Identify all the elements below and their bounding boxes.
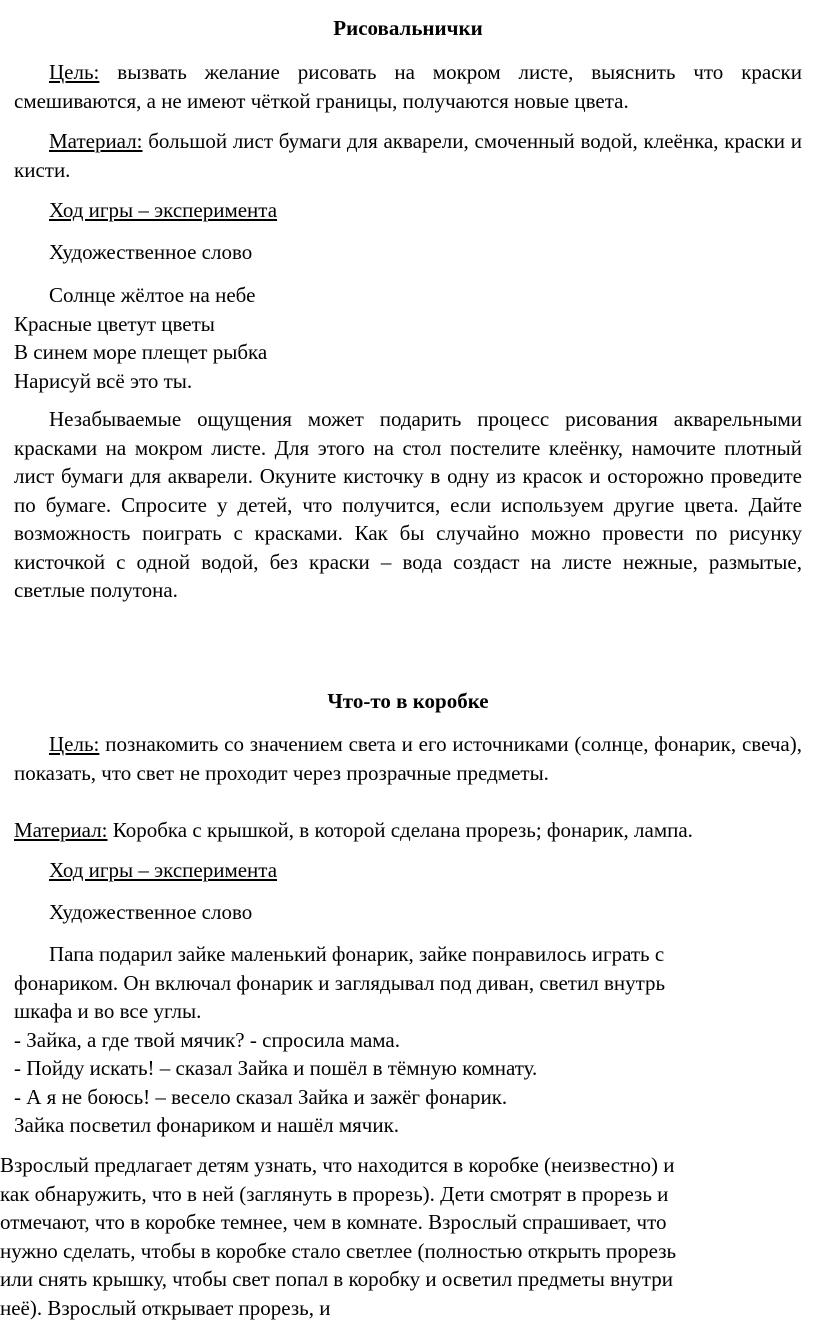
goal-paragraph-1 [14,58,802,115]
section-title-risovalnichki: Рисовальнички [0,14,816,42]
course-heading-text: Ход игры – эксперимента [49,858,277,882]
final-line: нужно сделать, чтобы в коробке стало светлее (полностью открыть прорезь [0,1237,816,1266]
material-paragraph-1 [14,127,802,184]
goal-text: вызвать желание рисовать на мокром листе, выяснить что краски смешиваются, а не имеют чёткой границы, получаются новые цвета. [14,60,802,113]
course-heading-text: Ход игры – эксперимента [49,198,277,222]
story-line: - Пойду искать! – сказал Зайка и пошёл в тёмную комнату. [14,1054,802,1083]
poem-line: Красные цветут цветы [14,310,802,339]
final-paragraph-2 [0,1151,816,1322]
final-line: как обнаружить, что в ней (заглянуть в прорезь). Дети смотрят в прорезь и [0,1180,816,1209]
goal-label: Цель: [49,732,99,756]
material-text: большой лист бумаги для акварели, смоченный водой, клеёнка, краски и кисти. [14,129,802,182]
story-line: - А я не боюсь! – весело сказал Зайка и зажёг фонарик. [14,1083,802,1112]
story-line: шкафа и во все углы. [14,997,802,1026]
body-paragraph-1: Незабываемые ощущения может подарить процесс рисования акварельными красками на мокром листе. Для этого на стол постелите клеёнку, намочите плотный лист бумаги для акварели. Окуните кисточку в одну из красок и осторожно проведите по бумаге. Спросите у детей, что получится, если используем другие цвета. Дайте возможность поиграть с красками. Как бы случайно можно провести по рисунку кисточкой с одной водой, без краски – вода создаст на листе нежные, размытые, светлые полутона. [14,405,802,605]
poem-line: В синем море плещет рыбка [14,338,802,367]
art-word-text: Художественное слово [14,238,802,267]
course-heading-2 [14,856,802,885]
story-2 [14,940,802,1140]
poem-line: Нарисуй всё это ты. [14,367,802,396]
material-text: Коробка с крышкой, в которой сделана прорезь; фонарик, лампа. [108,818,693,842]
story-line: Папа подарил зайке маленький фонарик, зайке понравилось играть с [14,940,802,969]
story-line: - Зайка, а где твой мячик? - спросила мама. [14,1026,802,1055]
poem-1 [14,281,802,395]
course-heading-1 [14,196,802,225]
material-label: Материал: [14,818,108,842]
final-line: отмечают, что в коробке темнее, чем в комнате. Взрослый спрашивает, что [0,1208,816,1237]
material-label: Материал: [49,129,143,153]
art-word-heading-2 [14,898,802,927]
material-paragraph-2 [14,816,802,845]
story-line: Зайка посветил фонариком и нашёл мячик. [14,1111,802,1140]
goal-paragraph-2 [14,730,802,787]
final-line: или снять крышку, чтобы свет попал в коробку и осветил предметы внутри [0,1265,816,1294]
poem-line: Солнце жёлтое на небе [14,281,802,310]
final-line: Взрослый предлагает детям узнать, что находится в коробке (неизвестно) и [0,1151,816,1180]
final-line: неё). Взрослый открывает прорезь, и [0,1294,816,1322]
art-word-text: Художественное слово [14,898,802,927]
section-title-chto-to-v-korobke: Что-то в коробке [0,687,816,715]
story-line: фонариком. Он включал фонарик и заглядывал под диван, светил внутрь [14,969,802,998]
goal-label: Цель: [49,60,99,84]
art-word-heading-1 [14,238,802,267]
goal-text: познакомить со значением света и его источниками (солнце, фонарик, свеча), показать, что свет не проходит через прозрачные предметы. [14,732,802,785]
